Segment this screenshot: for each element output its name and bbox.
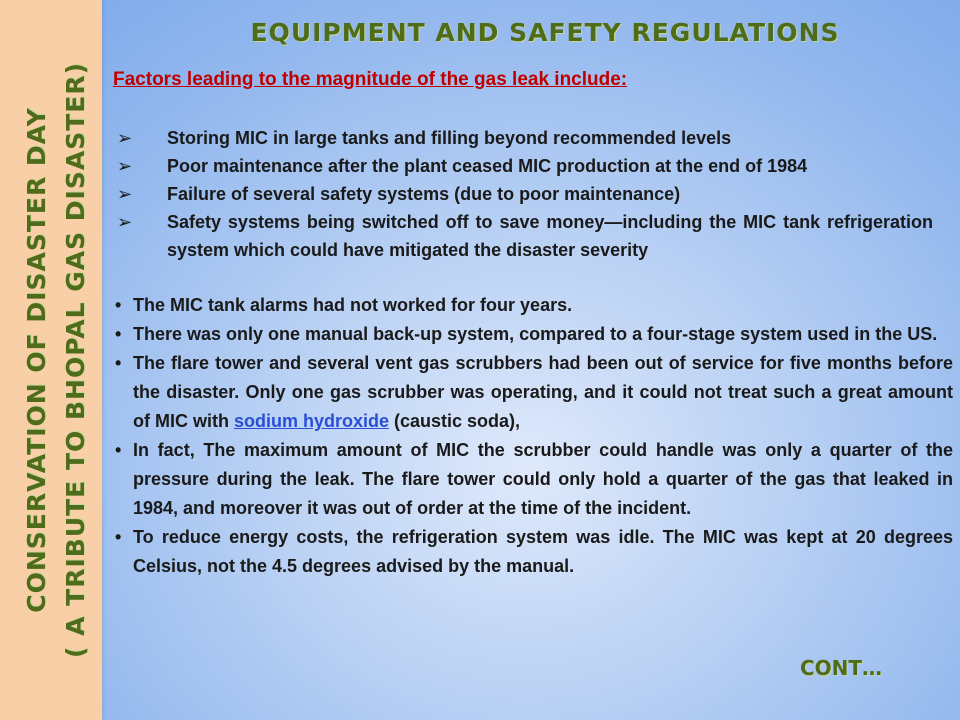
list-item [113,208,933,264]
arrow-bullet-icon: ➢ [117,184,133,204]
list-item [113,291,953,320]
sidebar-panel [0,0,102,720]
arrow-bullet-icon: ➢ [117,156,133,176]
section-subtitle: Factors leading to the magnitude of the gas leak include: [113,69,628,90]
sidebar-vertical-title [0,20,106,700]
list-item-text: The MIC tank alarms had not worked for four years. [133,295,573,315]
list-item-text: Poor maintenance after the plant ceased MIC production at the end of 1984 [167,156,808,176]
list-item [113,152,933,180]
bullet-dot-icon: • [115,527,122,547]
list-item [113,180,933,208]
list-item-text: The flare tower and several vent gas scrubbers had been out of service for five months before the disaster. Only one gas scrubber was operating, and it could not treat such a great amount of MIC with [133,353,953,431]
bullet-dot-icon: • [115,440,122,460]
bullet-dot-icon: • [115,295,122,315]
list-item [113,436,953,523]
sodium-hydroxide-link[interactable]: sodium hydroxide [233,411,390,431]
arrow-bullet-icon: ➢ [117,128,133,148]
list-item-text: Failure of several safety systems (due to poor maintenance) [167,184,681,204]
list-item [113,523,953,581]
sidebar-title-line-2: ( A TRIBUTE TO BHOPAL GAS DISASTER) [61,61,90,659]
list-item [113,124,933,152]
arrow-bullet-icon: ➢ [117,212,133,232]
bullet-dot-icon: • [115,353,122,373]
list-item [113,320,953,349]
list-item-text: Safety systems being switched off to save money—including the MIC tank refrigeration system which could have mitigated the disaster severity [167,212,933,260]
list-item-text: Storing MIC in large tanks and filling beyond recommended levels [167,128,732,148]
sidebar-title-line-1: CONSERVATION OF DISASTER DAY [22,107,51,613]
list-item-text: There was only one manual back-up system, compared to a four-stage system used in the US. [133,324,938,344]
bullet-dot-icon: • [115,324,122,344]
factors-list [113,124,933,264]
list-item [113,349,953,436]
slide-title: EQUIPMENT AND SAFETY REGULATIONS [250,18,840,47]
list-item-text-tail: (caustic soda), [389,411,521,431]
list-item-text: In fact, The maximum amount of MIC the scrubber could handle was only a quarter of the pressure during the leak. The flare tower could only hold a quarter of the gas that leaked in 1984, and moreover it was out of order at the time of the incident. [133,440,953,518]
list-item-text: To reduce energy costs, the refrigeration system was idle. The MIC was kept at 20 degrees Celsius, not the 4.5 degrees advised by the manual. [133,527,953,576]
facts-list [113,291,953,581]
continue-label: CONT… [800,656,883,680]
